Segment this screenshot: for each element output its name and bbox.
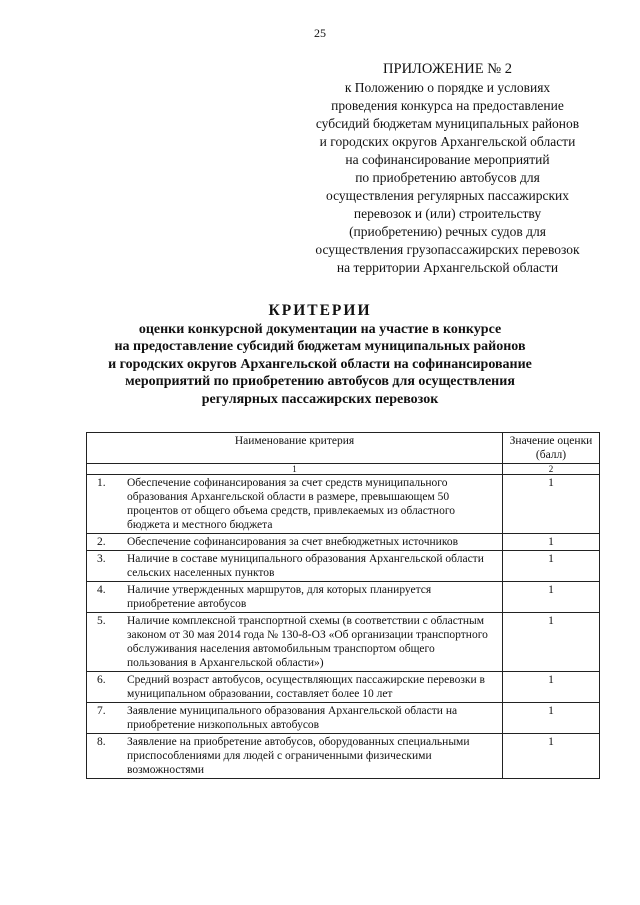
column-number-row bbox=[87, 464, 600, 475]
table-row bbox=[87, 534, 600, 551]
table-row bbox=[87, 734, 600, 779]
table-row bbox=[87, 582, 600, 613]
row-number: 1. bbox=[87, 475, 124, 534]
appendix-line: на территории Архангельской области bbox=[336, 260, 559, 275]
column-number-1: 1 bbox=[87, 464, 503, 475]
appendix-line: по приобретению автобусов для bbox=[355, 170, 540, 185]
column-number-2: 2 bbox=[503, 464, 600, 475]
appendix-line: проведения конкурса на предоставление bbox=[331, 98, 564, 113]
row-number: 8. bbox=[87, 734, 124, 779]
table-row bbox=[87, 703, 600, 734]
table-row bbox=[87, 672, 600, 703]
appendix-line: субсидий бюджетам муниципальных районов bbox=[315, 116, 580, 131]
row-score: 1 bbox=[503, 734, 600, 779]
row-score: 1 bbox=[503, 703, 600, 734]
row-number: 3. bbox=[87, 551, 124, 582]
table-row bbox=[87, 551, 600, 582]
criteria-subtitle-line: и городских округов Архангельской области на софинансирование bbox=[108, 356, 532, 372]
row-criterion: Средний возраст автобусов, осуществляющих пассажирские перевозки в муниципальном образовании, составляет более 10 лет bbox=[123, 672, 503, 703]
row-number: 5. bbox=[87, 613, 124, 672]
header-criterion-name: Наименование критерия bbox=[87, 433, 503, 464]
appendix-line: к Положению о порядке и условиях bbox=[344, 80, 551, 95]
row-number: 2. bbox=[87, 534, 124, 551]
row-number: 7. bbox=[87, 703, 124, 734]
criteria-table bbox=[86, 432, 600, 779]
appendix-line: и городских округов Архангельской области bbox=[319, 134, 576, 149]
header-score: Значение оценки (балл) bbox=[503, 433, 600, 464]
row-criterion: Заявление на приобретение автобусов, оборудованных специальными приспособлениями для людей с ограниченными физическими возможностями bbox=[123, 734, 503, 779]
row-score: 1 bbox=[503, 475, 600, 534]
appendix-line: (приобретению) речных судов для bbox=[349, 224, 546, 239]
row-score: 1 bbox=[503, 551, 600, 582]
row-criterion: Наличие утвержденных маршрутов, для которых планируется приобретение автобусов bbox=[123, 582, 503, 613]
criteria-subtitle-line: мероприятий по приобретению автобусов для осуществления bbox=[125, 374, 515, 389]
row-score: 1 bbox=[503, 672, 600, 703]
criteria-heading bbox=[80, 302, 560, 408]
criteria-subtitle-line: на предоставление субсидий бюджетам муниципальных районов bbox=[114, 339, 526, 354]
criteria-title: КРИТЕРИИ bbox=[268, 302, 372, 319]
row-number: 4. bbox=[87, 582, 124, 613]
row-criterion: Обеспечение софинансирования за счет средств муниципального образования Архангельской области в размере, превышающем 50 процентов от общего объема средств, привлекаемых из областного бюджета и местного бюджета bbox=[123, 475, 503, 534]
table-header-row bbox=[87, 433, 600, 464]
row-criterion: Заявление муниципального образования Архангельской области на приобретение низкопольных автобусов bbox=[123, 703, 503, 734]
row-criterion: Наличие комплексной транспортной схемы (в соответствии с областным законом от 30 мая 2014 года № 130-8-ОЗ «Об организации транспортного обслуживания населения автомобильным транспортом общего пользования в Архангельской области») bbox=[123, 613, 503, 672]
criteria-subtitle-line: оценки конкурсной документации на участие в конкурсе bbox=[138, 321, 502, 337]
table-row bbox=[87, 475, 600, 534]
row-score: 1 bbox=[503, 582, 600, 613]
appendix-line: осуществления регулярных пассажирских bbox=[326, 188, 569, 203]
row-criterion: Обеспечение софинансирования за счет внебюджетных источников bbox=[123, 534, 503, 551]
appendix-line: на софинансирование мероприятий bbox=[345, 152, 550, 167]
row-score: 1 bbox=[503, 613, 600, 672]
table-row bbox=[87, 613, 600, 672]
row-score: 1 bbox=[503, 534, 600, 551]
appendix-line: перевозок и (или) строительству bbox=[353, 206, 542, 221]
appendix-heading bbox=[285, 60, 610, 277]
page-number: 25 bbox=[314, 26, 326, 40]
appendix-line: осуществления грузопассажирских перевозок bbox=[315, 242, 580, 257]
appendix-title: ПРИЛОЖЕНИЕ № 2 bbox=[383, 61, 512, 77]
criteria-subtitle-line: регулярных пассажирских перевозок bbox=[201, 391, 439, 407]
row-criterion: Наличие в составе муниципального образования Архангельской области сельских населенных пунктов bbox=[123, 551, 503, 582]
row-number: 6. bbox=[87, 672, 124, 703]
